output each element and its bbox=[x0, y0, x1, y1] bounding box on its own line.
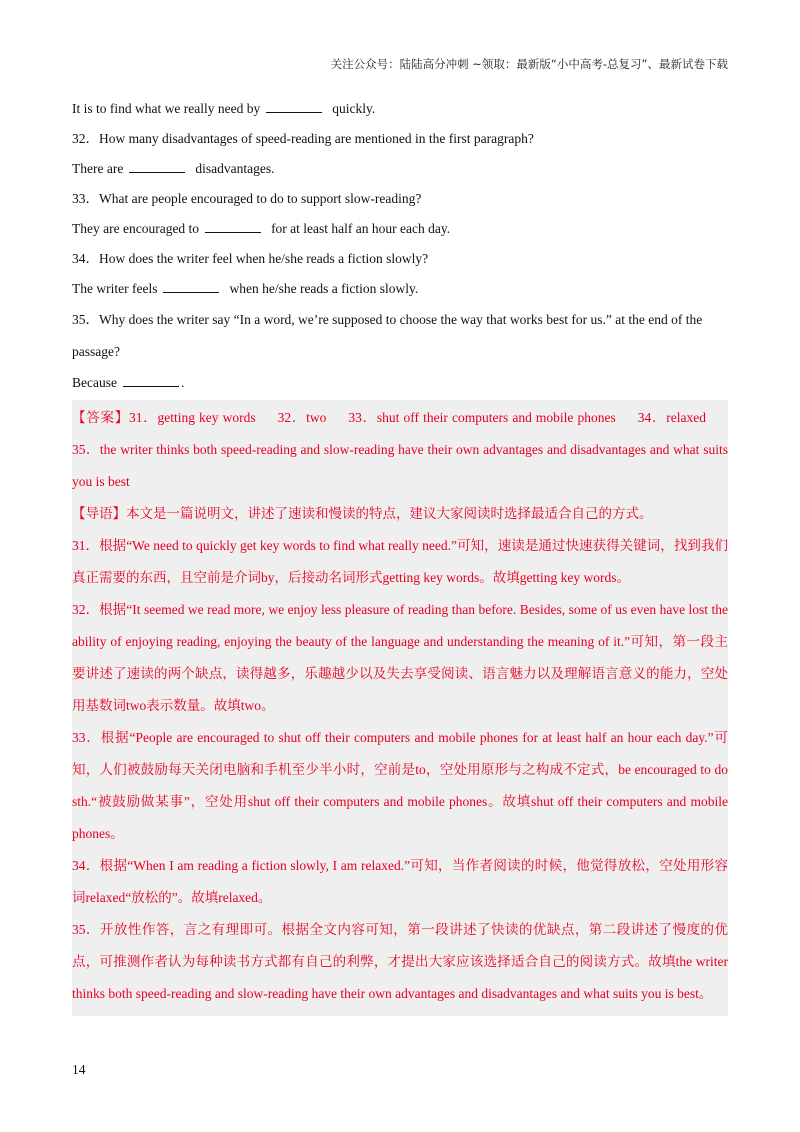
q34-prompt: 34．How does the writer feel when he/she reads a fiction slowly? bbox=[72, 251, 429, 266]
blank-34[interactable] bbox=[163, 278, 219, 293]
blank-33[interactable] bbox=[205, 218, 261, 233]
page-header: 关注公众号：陆陆高分冲刺 ~领取：最新版“小中高考-总复习”、最新试卷下载 bbox=[330, 57, 728, 71]
q32-prompt: 32．How many disadvantages of speed-reading are mentioned in the first paragraph? bbox=[72, 131, 534, 146]
q33-answer-line: They are encouraged to for at least half an hour each day. bbox=[72, 214, 728, 244]
q31-answer-line: It is to find what we really need by quickly. bbox=[72, 94, 728, 124]
q32-answer-line: There are disadvantages. bbox=[72, 154, 728, 184]
q33-prompt: 33．What are people encouraged to do to support slow-reading? bbox=[72, 191, 422, 206]
explanation-33: 33．根据“People are encouraged to shut off their computers and mobile phones for at least half an hour each day.”可知，人们被鼓励每天关闭电脑和手机至少半小时，空前是to，空处用原形与之构成不定式，be encouraged to do sth.“被鼓励做某事”，空处用shut off their computers and mobile phones。故填shut off their computers and mobile phones。 bbox=[72, 730, 728, 841]
answer-explanation-block bbox=[72, 400, 728, 1016]
explanation-32: 32．根据“It seemed we read more, we enjoy less pleasure of reading than before. Besides, some of us even have lost the ability of enjoying reading, enjoying the beauty of the language and understanding the meaning of it.”可知，第一段主要讲述了速读的两个缺点，读得越多，乐趣越少以及失去享受阅读、语言魅力以及理解语言意义的能力，空处用基数词two表示数量。故填two。 bbox=[72, 602, 728, 713]
explanation-34: 34．根据“When I am reading a fiction slowly, I am relaxed.”可知，当作者阅读的时候，他觉得放松，空处用形容词relaxed“放松的”。故填relaxed。 bbox=[72, 858, 728, 905]
document-body bbox=[72, 94, 728, 1016]
page-number: 14 bbox=[72, 1062, 86, 1077]
q34-answer-line: The writer feels when he/she reads a fiction slowly. bbox=[72, 274, 728, 304]
blank-35[interactable] bbox=[123, 372, 179, 387]
blank-31[interactable] bbox=[266, 98, 322, 113]
blank-32[interactable] bbox=[129, 158, 185, 173]
q35-answer-line: Because . bbox=[72, 368, 728, 398]
explanation-35: 35．开放性作答，言之有理即可。根据全文内容可知，第一段讲述了快读的优缺点，第二段讲述了慢度的优点，可推测作者认为每种读书方式都有自己的利弊，才提出大家应该选择适合自己的阅读方式。故填the writer thinks both speed-reading and slow-reading have their own advantages and disadvantages and what suits you is best。 bbox=[72, 922, 728, 1001]
guide-paragraph: 【导语】本文是一篇说明文，讲述了速读和慢读的特点，建议大家阅读时选择最适合自己的方式。 bbox=[72, 506, 653, 521]
answer-summary: 【答案】31．getting key words 32．two 33．shut off their computers and mobile phones 34．relaxed35．the writer thinks both speed-reading and slow-reading have their own advantages and disadvantages and what suits you is best bbox=[72, 410, 728, 489]
q35-prompt: 35．Why does the writer say “In a word, we’re supposed to choose the way that works best for us.” at the end of the passage? bbox=[72, 312, 703, 359]
explanation-31: 31．根据“We need to quickly get key words to find what really need.”可知，速读是通过快速获得关键词，找到我们真正需要的东西，且空前是介词by，后接动名词形式getting key words。故填getting key words。 bbox=[72, 538, 728, 585]
